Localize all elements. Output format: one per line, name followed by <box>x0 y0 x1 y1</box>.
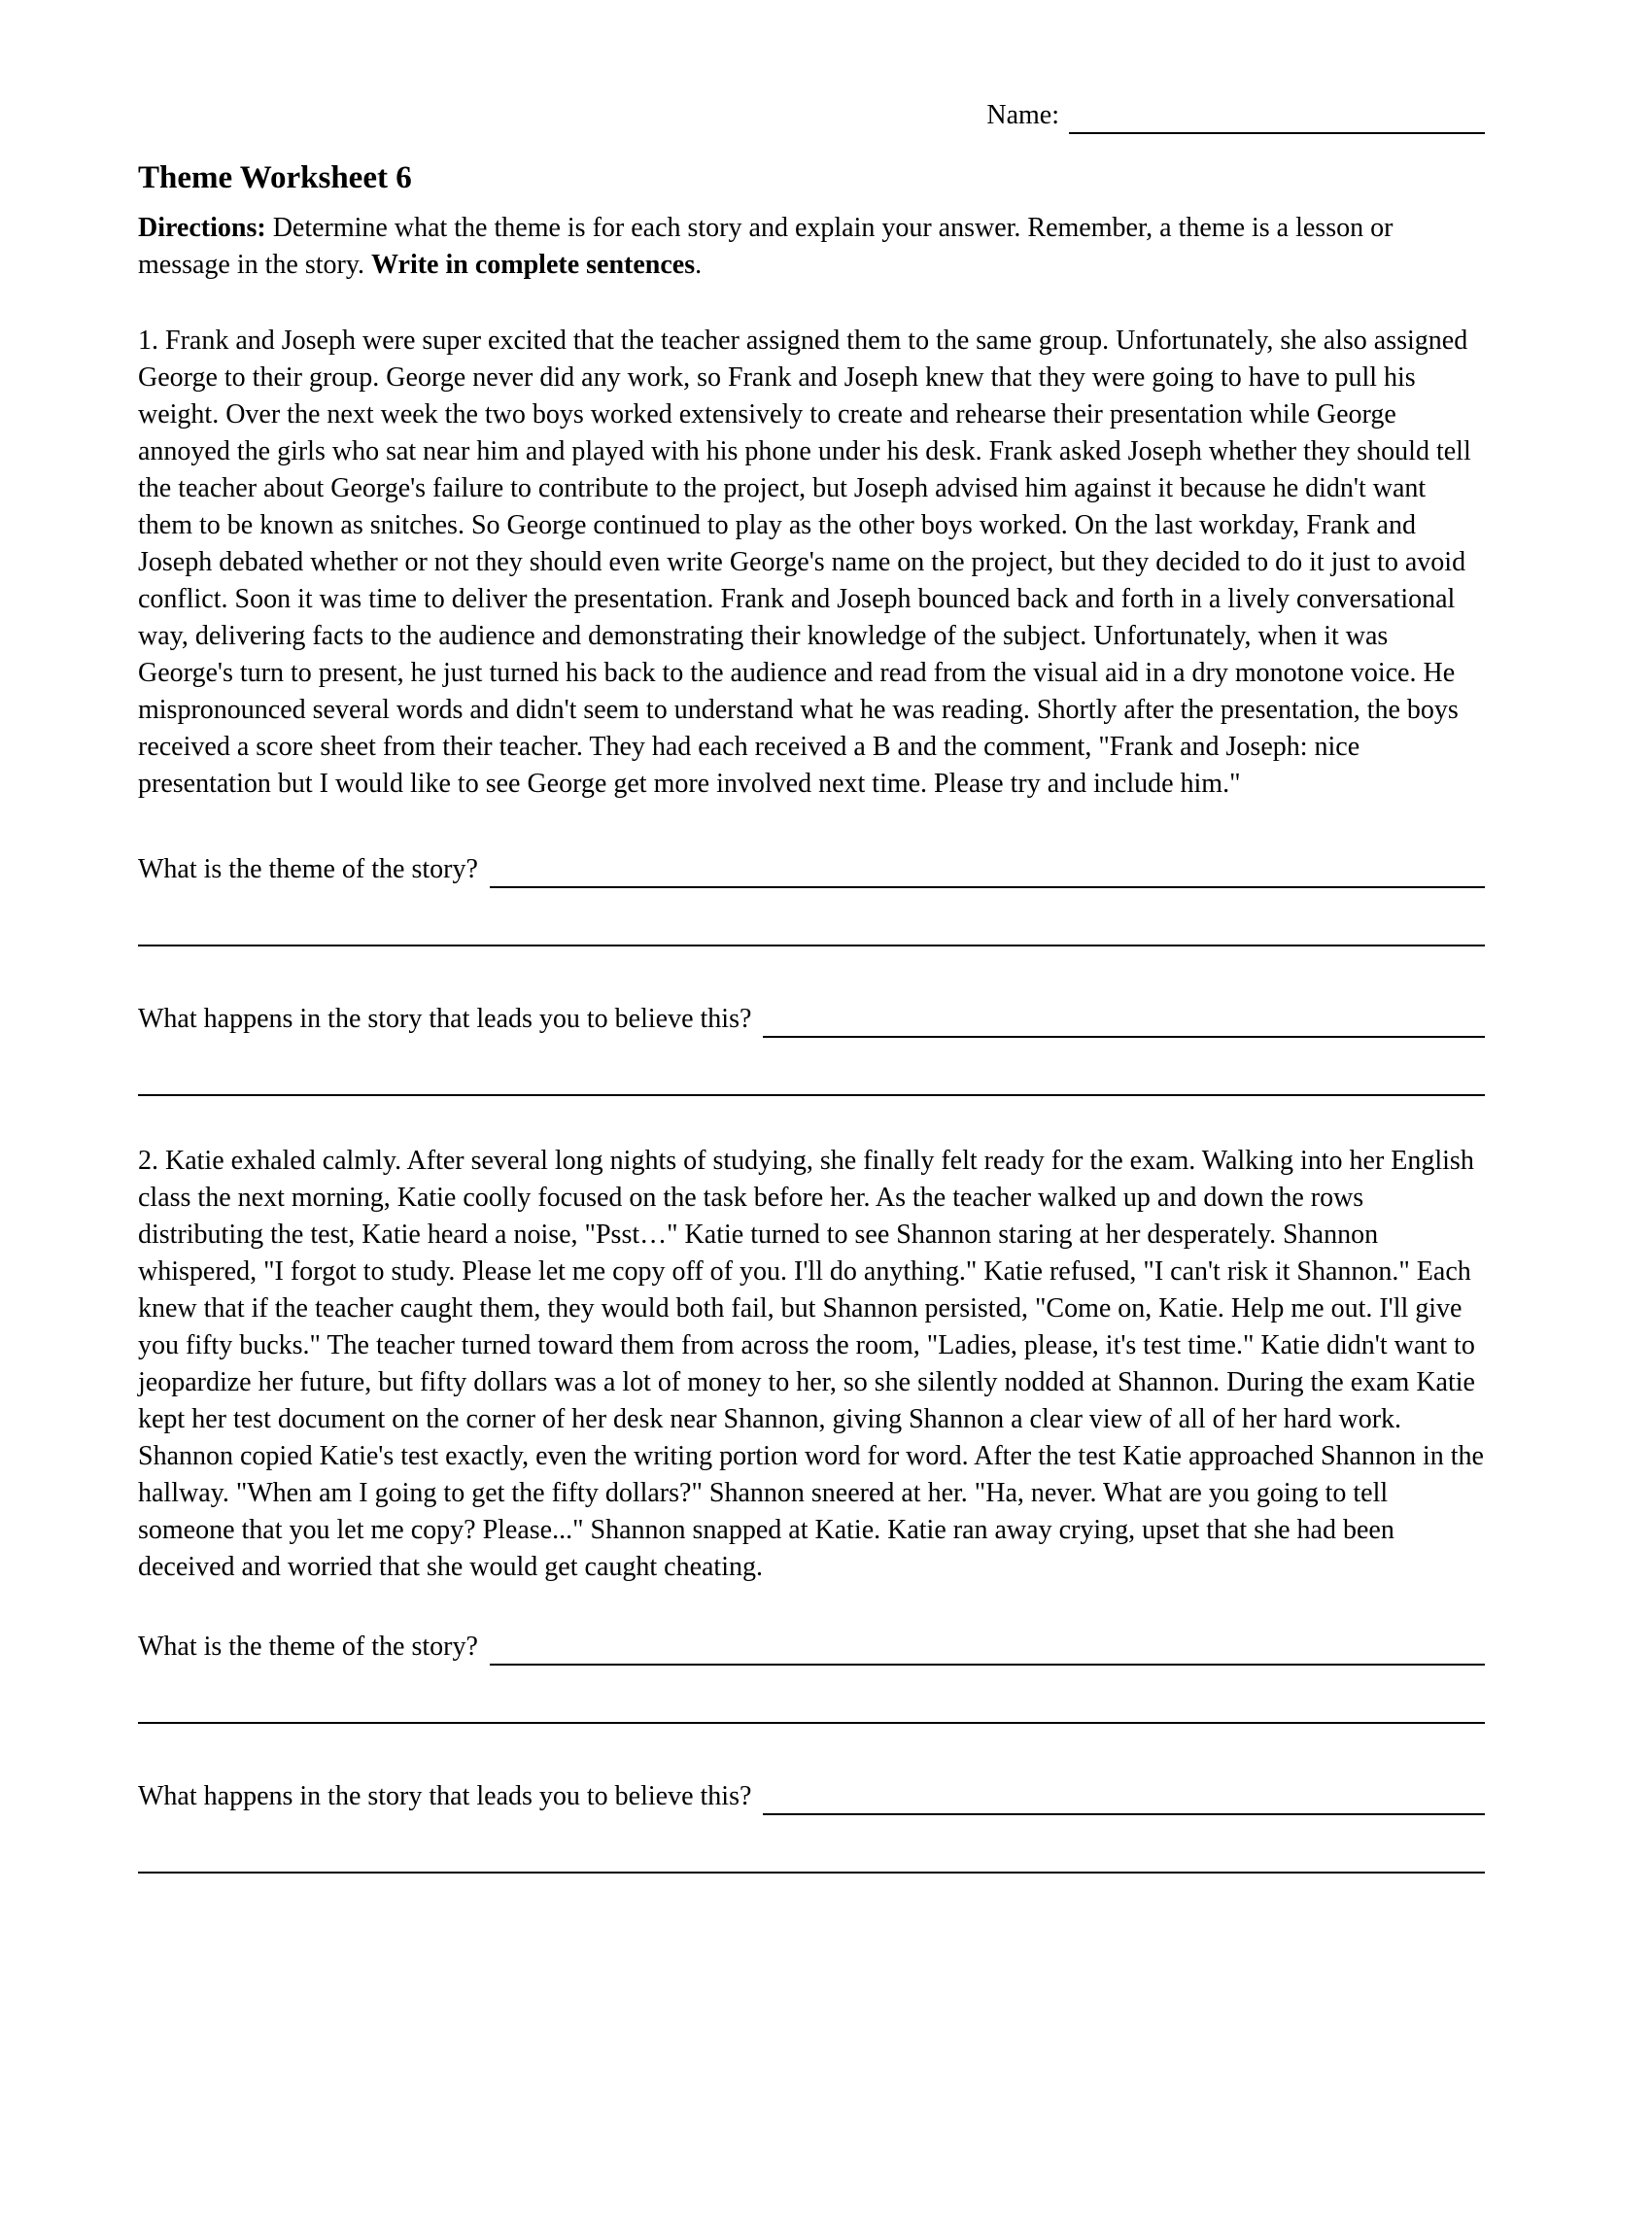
theme-question-2: What is the theme of the story? <box>138 1632 478 1662</box>
evidence-answer-line-2[interactable] <box>138 1872 1485 1874</box>
directions-body: Determine what the theme is for each story and explain your answer. Remember, a theme is a lesson or message in the story. <box>138 213 1394 280</box>
story-paragraph-2: 2. Katie exhaled calmly. After several long nights of studying, she finally felt ready for the exam. Walking into her English class the next morning, Katie coolly focused on the task before her. As the teacher walked up and down the rows distributing the test, Katie heard a noise, "Psst…" Katie turned to see Shannon staring at her desperately. Shannon whispered, "I forgot to study. Please let me copy off of you. I'll do anything." Katie refused, "I can't risk it Shannon." Each knew that if the teacher caught them, they would both fail, but Shannon persisted, "Come on, Katie. Help me out. I'll give you fifty bucks." The teacher turned toward them from across the room, "Ladies, please, it's test time." Katie didn't want to jeopardize her future, but fifty dollars was a lot of money to her, so she silently nodded at Shannon. During the exam Katie kept her test document on the corner of her desk near Shannon, giving Shannon a clear view of all of her hard work. Shannon copied Katie's test exactly, even the writing portion word for word. After the test Katie approached Shannon in the hallway. "When am I going to get the fifty dollars?" Shannon sneered at her. "Ha, never. What are you going to tell someone that you let me copy? Please..." Shannon snapped at Katie. Katie ran away crying, upset that she had been deceived and worried that she would get caught cheating. <box>138 1146 1484 1582</box>
name-blank[interactable] <box>1069 103 1485 134</box>
evidence-answer-blank-2[interactable] <box>763 1784 1485 1815</box>
directions-period: . <box>695 250 703 280</box>
page-title: Theme Worksheet 6 <box>138 160 412 195</box>
theme-answer-blank-2[interactable] <box>490 1634 1485 1666</box>
theme-question-1: What is the theme of the story? <box>138 854 478 884</box>
evidence-question-2: What happens in the story that leads you to believe this? <box>138 1781 752 1811</box>
theme-answer-line-1[interactable] <box>138 945 1485 946</box>
directions <box>138 210 1485 284</box>
story-paragraph-1: 1. Frank and Joseph were super excited that the teacher assigned them to the same group. Unfortunately, she also assigned George to their group. George never did any work, so Frank and Joseph knew that they were going to have to pull his weight. Over the next week the two boys worked extensively to create and rehearse their presentation while George annoyed the girls who sat near him and played with his phone under his desk. Frank asked Joseph whether they should tell the teacher about George's failure to contribute to the project, but Joseph advised him against it because he didn't want them to be known as snitches. So George continued to play as the other boys worked. On the last workday, Frank and Joseph debated whether or not they should even write George's name on the project, but they decided to do it just to avoid conflict. Soon it was time to deliver the presentation. Frank and Joseph bounced back and forth in a lively conversational way, delivering facts to the audience and demonstrating their knowledge of the subject. Unfortunately, when it was George's turn to present, he just turned his back to the audience and read from the visual aid in a dry monotone voice. He mispronounced several words and didn't seem to understand what he was reading. Shortly after the presentation, the boys received a score sheet from their teacher. They had each received a B and the comment, "Frank and Joseph: nice presentation but I would like to see George get more involved next time. Please try and include him." <box>138 326 1471 799</box>
theme-answer-line-2[interactable] <box>138 1722 1485 1724</box>
name-row <box>138 97 1485 134</box>
evidence-question-row-2 <box>138 1778 1485 1815</box>
directions-bold-instruction: Write in complete sentences <box>371 250 696 280</box>
theme-answer-blank-1[interactable] <box>490 857 1485 888</box>
theme-question-row-2 <box>138 1629 1485 1666</box>
evidence-answer-line-1[interactable] <box>138 1094 1485 1096</box>
evidence-answer-blank-1[interactable] <box>763 1007 1485 1038</box>
evidence-question-row-1 <box>138 1001 1485 1038</box>
name-label: Name: <box>986 100 1059 130</box>
theme-question-row-1 <box>138 851 1485 888</box>
evidence-question-1: What happens in the story that leads you to believe this? <box>138 1004 752 1034</box>
directions-label: Directions: <box>138 213 266 243</box>
